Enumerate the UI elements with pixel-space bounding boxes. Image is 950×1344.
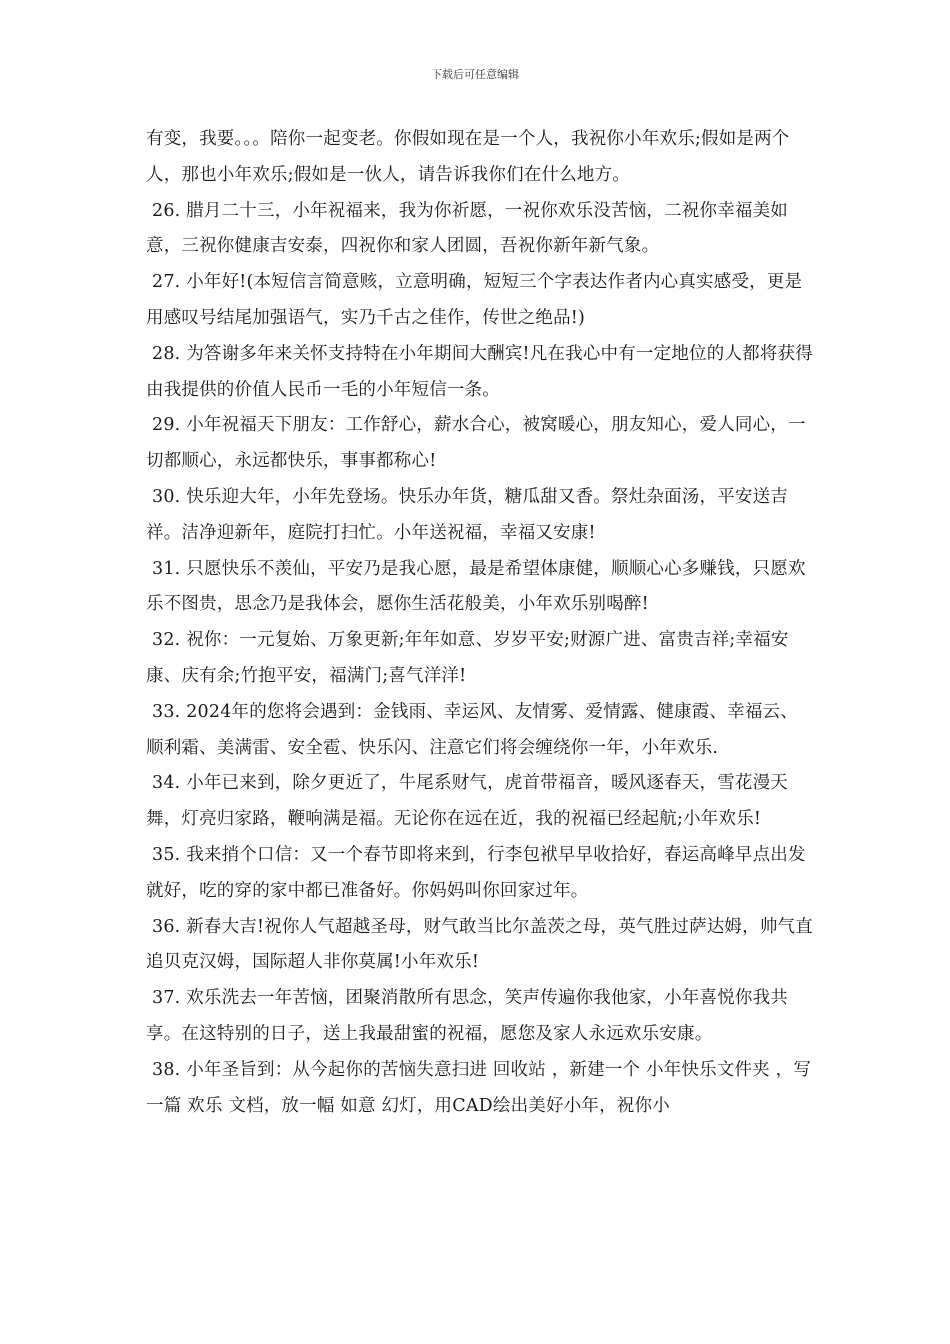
- list-item-28: 28. 为答谢多年来关怀支持特在小年期间大酬宾!凡在我心中有一定地位的人都将获得由我提供的价值人民币一毛的小年短信一条。: [146, 343, 813, 400]
- paragraph-continuation: 有变，我要。。。陪你一起变老。你假如现在是一个人，我祝你小年欢乐;假如是两个人，那也小年欢乐;假如是一伙人，请告诉我你们在什么地方。: [146, 129, 790, 185]
- list-item-37: 37. 欢乐洗去一年苦恼，团聚消散所有思念，笑声传遍你我他家，小年喜悦你我共享。在这特别的日子，送上我最甜蜜的祝福，愿您及家人永远欢乐安康。: [146, 988, 788, 1044]
- list-item-33: 33. 2024年的您将会遇到：金钱雨、幸运风、友情雾、爱情露、健康霞、幸福云、顺利霜、美满雷、安全雹、快乐闪、注意它们将会缠绕你一年，小年欢乐.: [146, 701, 798, 758]
- list-item-30: 30. 快乐迎大年，小年先登场。快乐办年货，糖瓜甜又香。祭灶杂面汤，平安送吉祥。洁净迎新年，庭院打扫忙。小年送祝福，幸福又安康!: [146, 486, 788, 543]
- list-item-34: 34. 小年已来到，除夕更近了，牛尾系财气，虎首带福音，暖风逐春天，雪花漫天舞，灯亮归家路，鞭响满是福。无论你在远在近，我的祝福已经起航;小年欢乐!: [146, 773, 788, 830]
- document-body: [146, 122, 814, 1124]
- list-item-32: 32. 祝你：一元复始、万象更新;年年如意、岁岁平安;财源广进、富贵吉祥;幸福安康、庆有余;竹抱平安，福满门;喜气洋洋!: [146, 630, 789, 686]
- list-item-26: 26. 腊月二十三，小年祝福来，我为你祈愿，一祝你欢乐没苦恼，二祝你幸福美如意，三祝你健康吉安泰，四祝你和家人团圆，吾祝你新年新气象。: [146, 200, 788, 257]
- list-item-31: 31. 只愿快乐不羡仙，平安乃是我心愿，最是希望体康健，顺顺心心多赚钱，只愿欢乐不图贵，思念乃是我体会，愿你生活花般美，小年欢乐别喝醉!: [146, 558, 806, 615]
- page-header: 下载后可任意编辑: [431, 68, 519, 81]
- list-item-35: 35. 我来捎个口信：又一个春节即将来到，行李包袱早早收拾好，春运高峰早点出发就好，吃的穿的家中都已准备好。你妈妈叫你回家过年。: [146, 844, 806, 901]
- list-item-38: 38. 小年圣旨到：从今起你的苦恼失意扫进 回收站 ，新建一个 小年快乐文件夹 ，写一篇 欢乐 文档，放一幅 如意 幻灯，用CAD绘出美好小年，祝你小: [146, 1059, 812, 1116]
- list-item-27: 27. 小年好!(本短信言简意赅，立意明确，短短三个字表达作者内心真实感受，更是用感叹号结尾加强语气，实乃千古之佳作，传世之绝品!): [146, 272, 803, 328]
- list-item-36: 36. 新春大吉!祝你人气超越圣母，财气敢当比尔盖茨之母，英气胜过萨达姆，帅气直追贝克汉姆，国际超人非你莫属!小年欢乐!: [146, 916, 813, 973]
- list-item-29: 29. 小年祝福天下朋友：工作舒心，薪水合心，被窝暖心，朋友知心，爱人同心，一切都顺心，永远都快乐，事事都称心!: [146, 415, 806, 472]
